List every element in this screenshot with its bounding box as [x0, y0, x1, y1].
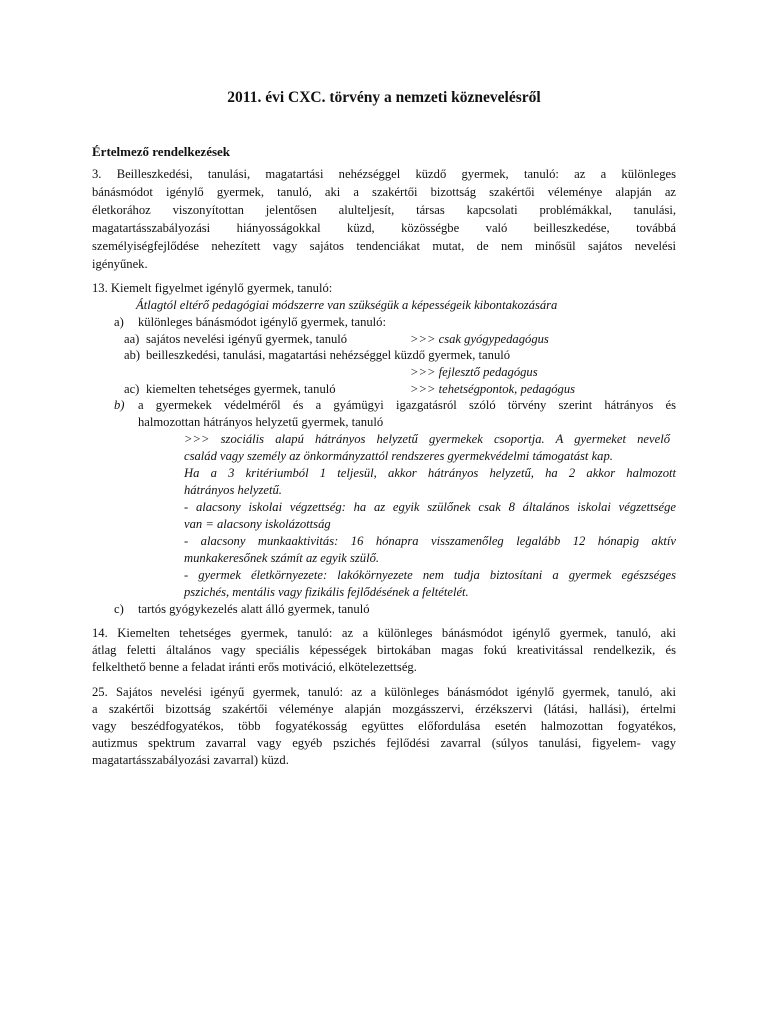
b-note-line: van = alacsony iskolázottság: [184, 517, 331, 531]
item-ac-arrow: >>> tehetségpontok, pedagógus: [410, 382, 576, 396]
item-b-text: halmozottan hátrányos helyzetű gyermek, tanuló: [138, 415, 384, 429]
item-aa-text: sajátos nevelési igényű gyermek, tanuló: [146, 332, 348, 346]
item-a-label: a): [114, 315, 124, 329]
p3-line: életkorához viszonyítottan jelentősen alulteljesít, társas kapcsolati problémákkal, tanulási,: [92, 203, 676, 217]
p13-intro: 13. Kiemelt figyelmet igénylő gyermek, tanuló:: [92, 281, 333, 295]
p13-note: Átlagtól eltérő pedagógiai módszerre van szükségük a képességeik kibontakozására: [136, 298, 558, 312]
p25-line: 25. Sajátos nevelési igényű gyermek, tanuló: az a különleges bánásmódot igénylő gyermek, tanuló, aki: [92, 685, 676, 699]
item-c-text: tartós gyógykezelés alatt álló gyermek, tanuló: [138, 602, 370, 616]
p25-line: a szakértői bizottság szakértői véleménye alapján mozgásszervi, érzékszervi (látási, hallási), értelmi: [92, 702, 676, 716]
p3-line: magatartásszabályozási hiányosságokkal küzd, közösségbe való beilleszkedése, továbbá: [92, 221, 676, 235]
item-b-label: b): [114, 398, 125, 412]
b-note-line: pszichés, mentális vagy fizikális fejlődésének a feltételét.: [184, 585, 469, 599]
p3-line: 3. Beilleszkedési, tanulási, magatartási nehézséggel küzdő gyermek, tanuló: az a különleges: [92, 167, 676, 181]
p25-line: vagy beszédfogyatékos, több fogyatékosság együttes előfordulása esetén halmozottan fogyatékos,: [92, 719, 676, 733]
p14-line: felkelthető benne a feladat iránti erős motiváció, elkötelezettség.: [92, 660, 417, 674]
b-note-line: Ha a 3 kritériumból 1 teljesül, akkor hátrányos helyzetű, ha 2 akkor halmozott: [184, 466, 676, 480]
p14-line: átlag feletti általános vagy speciális képességek birtokában magas fokú kreativitással rendelkezik, és: [92, 643, 676, 657]
b-note-line: - gyermek életkörnyezete: lakókörnyezete nem tudja biztosítani a gyermek egészséges: [184, 568, 676, 582]
p25-line: autizmus spektrum zavarral vagy egyéb pszichés fejlődési zavarral (súlyos tanulási, figyelem- vagy: [92, 736, 676, 750]
item-ab-arrow: >>> fejlesztő pedagógus: [410, 365, 538, 379]
item-ac-label: ac): [124, 382, 140, 396]
b-note-line: >>> szociális alapú hátrányos helyzetű gyermekek csoportja. A gyermeket nevelő: [184, 432, 670, 446]
item-ab-text: beilleszkedési, tanulási, magatartási nehézséggel küzdő gyermek, tanuló: [146, 348, 511, 362]
p3-line: igényűnek.: [92, 257, 148, 271]
section-heading: Értelmező rendelkezések: [92, 144, 231, 159]
b-note-line: - alacsony munkaaktivitás: 16 hónapra visszamenőleg legalább 12 hónapig aktív: [184, 534, 676, 548]
p14-line: 14. Kiemelten tehetséges gyermek, tanuló: az a különleges bánásmódot igénylő gyermek, tanuló, aki: [92, 626, 676, 640]
item-c-label: c): [114, 602, 124, 616]
item-ab-label: ab): [124, 348, 141, 362]
b-note-line: - alacsony iskolai végzettség: ha az egyik szülőnek csak 8 általános iskolai végzettsége: [184, 500, 676, 514]
b-note-line: család vagy személy az önkormányzattól rendszeres gyermekvédelmi támogatást kap.: [184, 449, 613, 463]
item-aa-label: aa): [124, 332, 140, 346]
p3-line: személyiségfejlődése nehezített vagy sajátos tendenciákat mutat, de nem minősül sajátos nevelési: [92, 239, 676, 253]
item-ac-text: kiemelten tehetséges gyermek, tanuló: [146, 382, 336, 396]
item-a-text: különleges bánásmódot igénylő gyermek, tanuló:: [138, 315, 386, 329]
b-note-line: munkakeresőnek számít az egyik szülő.: [184, 551, 380, 565]
item-b-text: a gyermekek védelméről és a gyámügyi igazgatásról szóló törvény szerint hátrányos és: [138, 398, 676, 412]
item-aa-arrow: >>> csak gyógypedagógus: [410, 332, 549, 346]
p25-line: magatartásszabályozási zavarral) küzd.: [92, 753, 289, 767]
b-note-line: hátrányos helyzetű.: [184, 483, 282, 497]
page-title: 2011. évi CXC. törvény a nemzeti köznevelésről: [227, 89, 541, 106]
p3-line: bánásmódot igénylő gyermek, tanuló, aki a szakértői bizottság szakértői véleménye alapján az: [92, 185, 676, 199]
